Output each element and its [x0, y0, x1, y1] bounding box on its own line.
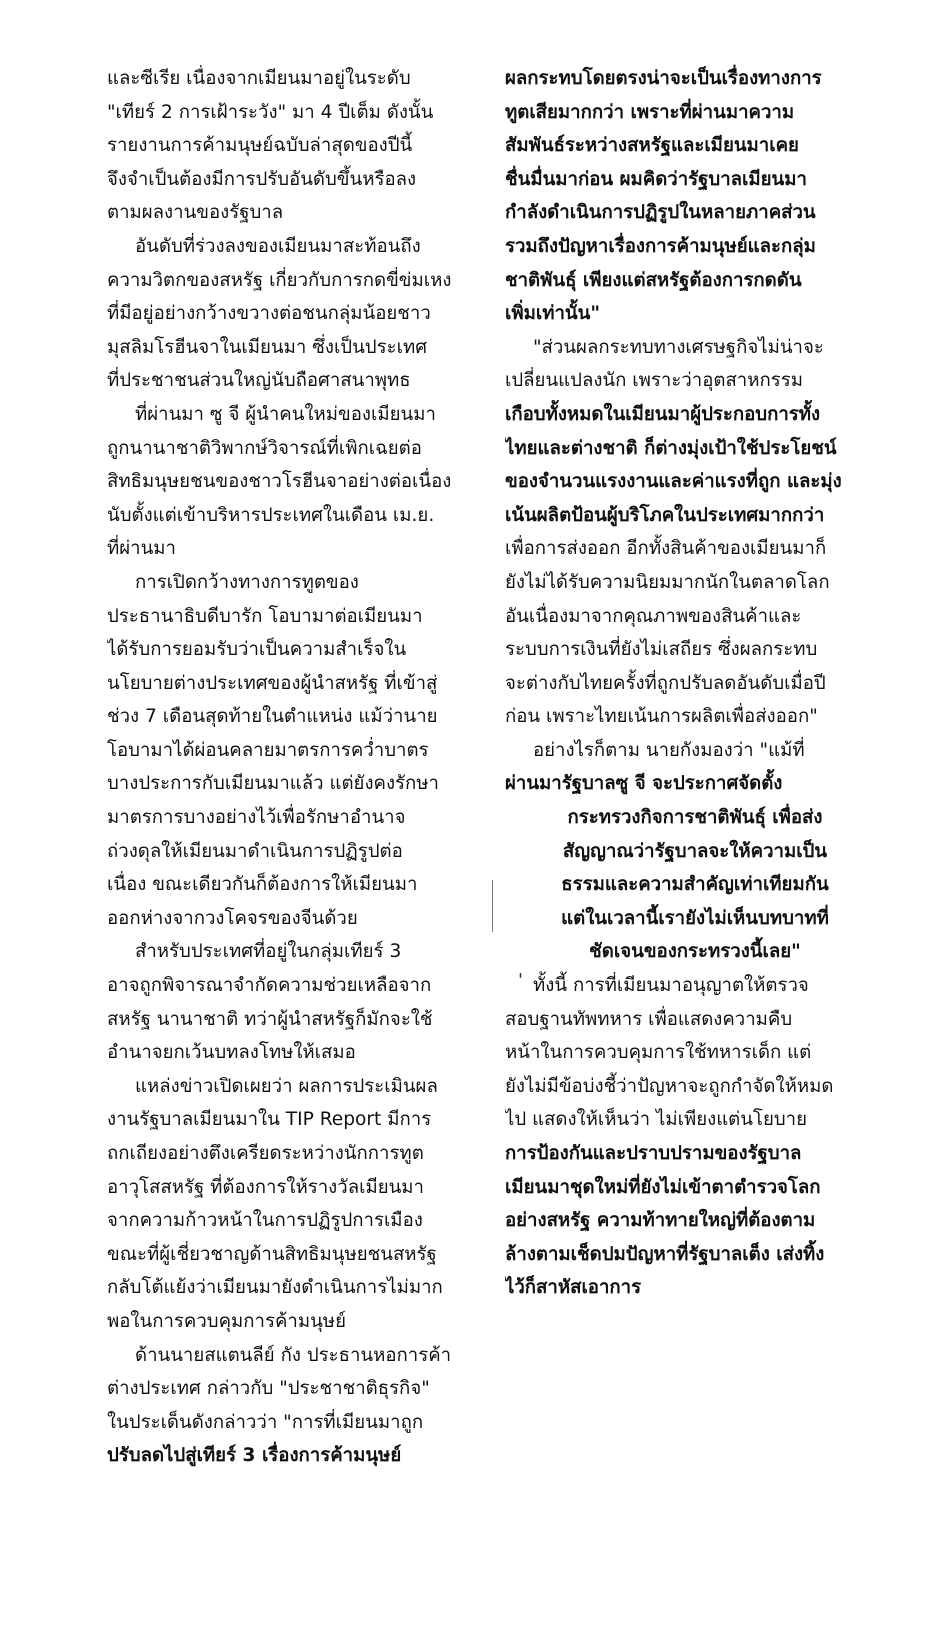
text-line: ผ่านมารัฐบาลซู จี จะประกาศจัดตั้ง — [505, 773, 783, 795]
left-column — [107, 62, 487, 1473]
text-line: จะต่างกับไทยครั้งที่ถูกปรับลดอันดับเมื่อปี — [505, 672, 826, 694]
text-line: เกือบทั้งหมดในเมียนมาผู้ประกอบการทั้ง — [505, 403, 821, 425]
text-line: นับตั้งแต่เข้าบริหารประเทศในเดือน เม.ย. — [107, 504, 435, 526]
text-line: ผลกระทบโดยตรงน่าจะเป็นเรื่องทางการ — [505, 68, 822, 89]
text-line: จากความก้าวหน้าในการปฏิรูปการเมือง — [107, 1210, 423, 1232]
stray-mark: ' — [518, 970, 523, 991]
text-line: กระทรวงกิจการชาติพันธุ์ เพื่อส่ง — [567, 807, 823, 829]
text-line: เมียนมาชุดใหม่ที่ยังไม่เข้าตาตำรวจโลก — [505, 1176, 821, 1198]
text-line: มาตรการบางอย่างไว้เพื่อรักษาอำนาจ — [107, 807, 406, 829]
text-line: "เทียร์ 2 การเฝ้าระวัง" มา 4 ปีเต็ม ดังนั้น — [107, 101, 434, 123]
text-line: ด้านนายสแตนลีย์ กัง ประธานหอการค้า — [135, 1344, 452, 1366]
text-line: และซีเรีย เนื่องจากเมียนมาอยู่ในระดับ — [107, 68, 411, 89]
text-line: บางประการกับเมียนมาแล้ว แต่ยังคงรักษา — [107, 773, 439, 795]
text-line: ที่มีอยู่อย่างกว้างขวางต่อชนกลุ่มน้อยชาว — [107, 303, 431, 325]
text-line: รวมถึงปัญหาเรื่องการค้ามนุษย์และกลุ่ม — [505, 235, 816, 257]
text-line: สิทธิมนุษยชนของชาวโรฮีนจาอย่างต่อเนื่อง — [107, 471, 452, 493]
text-line: การป้องกันและปราบปรามของรัฐบาล — [505, 1143, 802, 1164]
text-line: ไว้ก็สาหัสเอาการ — [505, 1277, 642, 1299]
text-line: เนื่อง ขณะเดียวกันก็ต้องการให้เมียนมา — [107, 874, 418, 896]
text-line: กลับโต้แย้งว่าเมียนมายังดำเนินการไม่มาก — [107, 1277, 443, 1299]
text-line: สอบฐานทัพทหาร เพื่อแสดงความคืบ — [505, 1008, 793, 1030]
text-line: เพื่อการส่งออก อีกทั้งสินค้าของเมียนมาก็ — [505, 538, 827, 560]
text-line: หน้าในการควบคุมการใช้ทหารเด็ก แต่ — [505, 1042, 812, 1064]
text-line: ของจำนวนแรงงานและค่าแรงที่ถูก และมุ่ง — [505, 471, 842, 493]
text-line: อาจถูกพิจารณาจำกัดความช่วยเหลือจาก — [107, 975, 432, 997]
text-line: จึงจำเป็นต้องมีการปรับอันดับขึ้นหรือลง — [107, 168, 417, 190]
text-line: กำลังดำเนินการปฏิรูปในหลายภาคส่วน — [505, 202, 816, 224]
text-line: ชาติพันธุ์ เพียงแต่สหรัฐต้องการกดดัน — [505, 269, 802, 291]
text-line: ชื่นมื่นมาก่อน ผมคิดว่ารัฐบาลเมียนมา — [505, 168, 807, 190]
text-line: ยังไม่มีข้อบ่งชี้ว่าปัญหาจะถูกกำจัดให้หมด — [505, 1075, 834, 1097]
text-line: ชัดเจนของกระทรวงนี้เลย" — [589, 941, 801, 963]
text-line: ทั้งนี้ การที่เมียนมาอนุญาตให้ตรวจ — [533, 975, 809, 997]
text-line: อาวุโสสหรัฐ ที่ต้องการให้รางวัลเมียนมา — [107, 1176, 425, 1198]
text-line: สัมพันธ์ระหว่างสหรัฐและเมียนมาเคย — [505, 135, 799, 157]
text-line: ความวิตกของสหรัฐ เกี่ยวกับการกดขี่ข่มเหง — [107, 269, 452, 291]
text-line: อย่างสหรัฐ ความท้าทายใหญ่ที่ต้องตาม — [505, 1210, 816, 1232]
text-line: เน้นผลิตป้อนผู้บริโภคในประเทศมากกว่า — [505, 504, 825, 526]
text-line: ยังไม่ได้รับความนิยมมากนักในตลาดโลก — [505, 571, 830, 593]
text-line: ทูตเสียมากกว่า เพราะที่ผ่านมาความ — [505, 101, 795, 123]
text-line: เพิ่มเท่านั้น" — [505, 303, 601, 325]
text-line: อันเนื่องมาจากคุณภาพของสินค้าและ — [505, 605, 802, 627]
text-line: สำหรับประเทศที่อยู่ในกลุ่มเทียร์ 3 — [135, 941, 402, 963]
column-divider — [492, 880, 493, 932]
text-line: ต่างประเทศ กล่าวกับ "ประชาชาติธุรกิจ" — [107, 1378, 430, 1400]
text-line: ตามผลงานของรัฐบาล — [107, 202, 284, 224]
text-line: การเปิดกว้างทางการทูตของ — [135, 571, 359, 593]
text-line: นโยบายต่างประเทศของผู้นำสหรัฐ ที่เข้าสู่ — [107, 672, 438, 694]
text-line: ถกเถียงอย่างตึงเครียดระหว่างนักการทูต — [107, 1143, 424, 1164]
text-line: ได้รับการยอมรับว่าเป็นความสำเร็จใน — [107, 639, 407, 661]
text-line: พอในการควบคุมการค้ามนุษย์ — [107, 1310, 346, 1332]
right-column — [505, 62, 885, 1305]
text-line: ที่ผ่านมา ซู จี ผู้นำคนใหม่ของเมียนมา — [135, 403, 436, 425]
text-line: อำนาจยกเว้นบทลงโทษให้เสมอ — [107, 1042, 356, 1064]
text-line: ที่ผ่านมา — [107, 538, 177, 560]
text-line: ที่ประชาชนส่วนใหญ่นับถือศาสนาพุทธ — [107, 370, 411, 392]
text-line: แต่ในเวลานี้เรายังไม่เห็นบทบาทที่ — [561, 907, 829, 929]
text-line: ช่วง 7 เดือนสุดท้ายในตำแหน่ง แม้ว่านาย — [107, 706, 438, 728]
text-line: เปลี่ยนแปลงนัก เพราะว่าอุตสาหกรรม — [505, 370, 803, 392]
text-line: ไป แสดงให้เห็นว่า ไม่เพียงแต่นโยบาย — [505, 1109, 807, 1131]
text-line: โอบามาได้ผ่อนคลายมาตรการคว่ำบาตร — [107, 739, 429, 761]
text-line: สหรัฐ นานาชาติ ทว่าผู้นำสหรัฐก็มักจะใช้ — [107, 1008, 433, 1030]
text-line: ก่อน เพราะไทยเน้นการผลิตเพื่อส่งออก" — [505, 706, 818, 728]
text-line: ในประเด็นดังกล่าวว่า "การที่เมียนมาถูก — [107, 1411, 424, 1433]
text-line: ออกห่างจากวงโคจรของจีนด้วย — [107, 907, 358, 929]
text-line: ขณะที่ผู้เชี่ยวชาญด้านสิทธิมนุษยชนสหรัฐ — [107, 1243, 437, 1265]
text-line: ประธานาธิบดีบารัก โอบามาต่อเมียนมา — [107, 605, 423, 627]
text-line: ถ่วงดุลให้เมียนมาดำเนินการปฏิรูปต่อ — [107, 840, 403, 862]
text-line: สัญญาณว่ารัฐบาลจะให้ความเป็น — [562, 840, 828, 862]
text-line: "ส่วนผลกระทบทางเศรษฐกิจไม่น่าจะ — [533, 336, 824, 358]
text-line: แหล่งข่าวเปิดเผยว่า ผลการประเมินผล — [135, 1075, 438, 1097]
text-line: งานรัฐบาลเมียนมาใน TIP Report มีการ — [107, 1109, 432, 1131]
text-line: อย่างไรก็ตาม นายกังมองว่า "แม้ที่ — [533, 739, 805, 761]
text-line: ธรรมและความสำคัญเท่าเทียมกัน — [561, 874, 829, 896]
text-line: รายงานการค้ามนุษย์ฉบับล่าสุดของปีนี้ — [107, 135, 413, 157]
text-line: ถูกนานาชาติวิพากษ์วิจารณ์ที่เพิกเฉยต่อ — [107, 437, 422, 459]
text-line: อันดับที่ร่วงลงของเมียนมาสะท้อนถึง — [135, 235, 421, 257]
text-line: ปรับลดไปสู่เทียร์ 3 เรื่องการค้ามนุษย์ — [107, 1445, 402, 1467]
text-line: ระบบการเงินที่ยังไม่เสถียร ซึ่งผลกระทบ — [505, 639, 818, 661]
text-line: ล้างตามเช็ดปมปัญหาที่รัฐบาลเต็ง เส่งทิ้ง — [505, 1243, 825, 1265]
text-line: ไทยและต่างชาติ ก็ต่างมุ่งเป้าใช้ประโยชน์ — [505, 437, 837, 459]
text-line: มุสลิมโรฮีนจาในเมียนมา ซึ่งเป็นประเทศ — [107, 336, 427, 358]
